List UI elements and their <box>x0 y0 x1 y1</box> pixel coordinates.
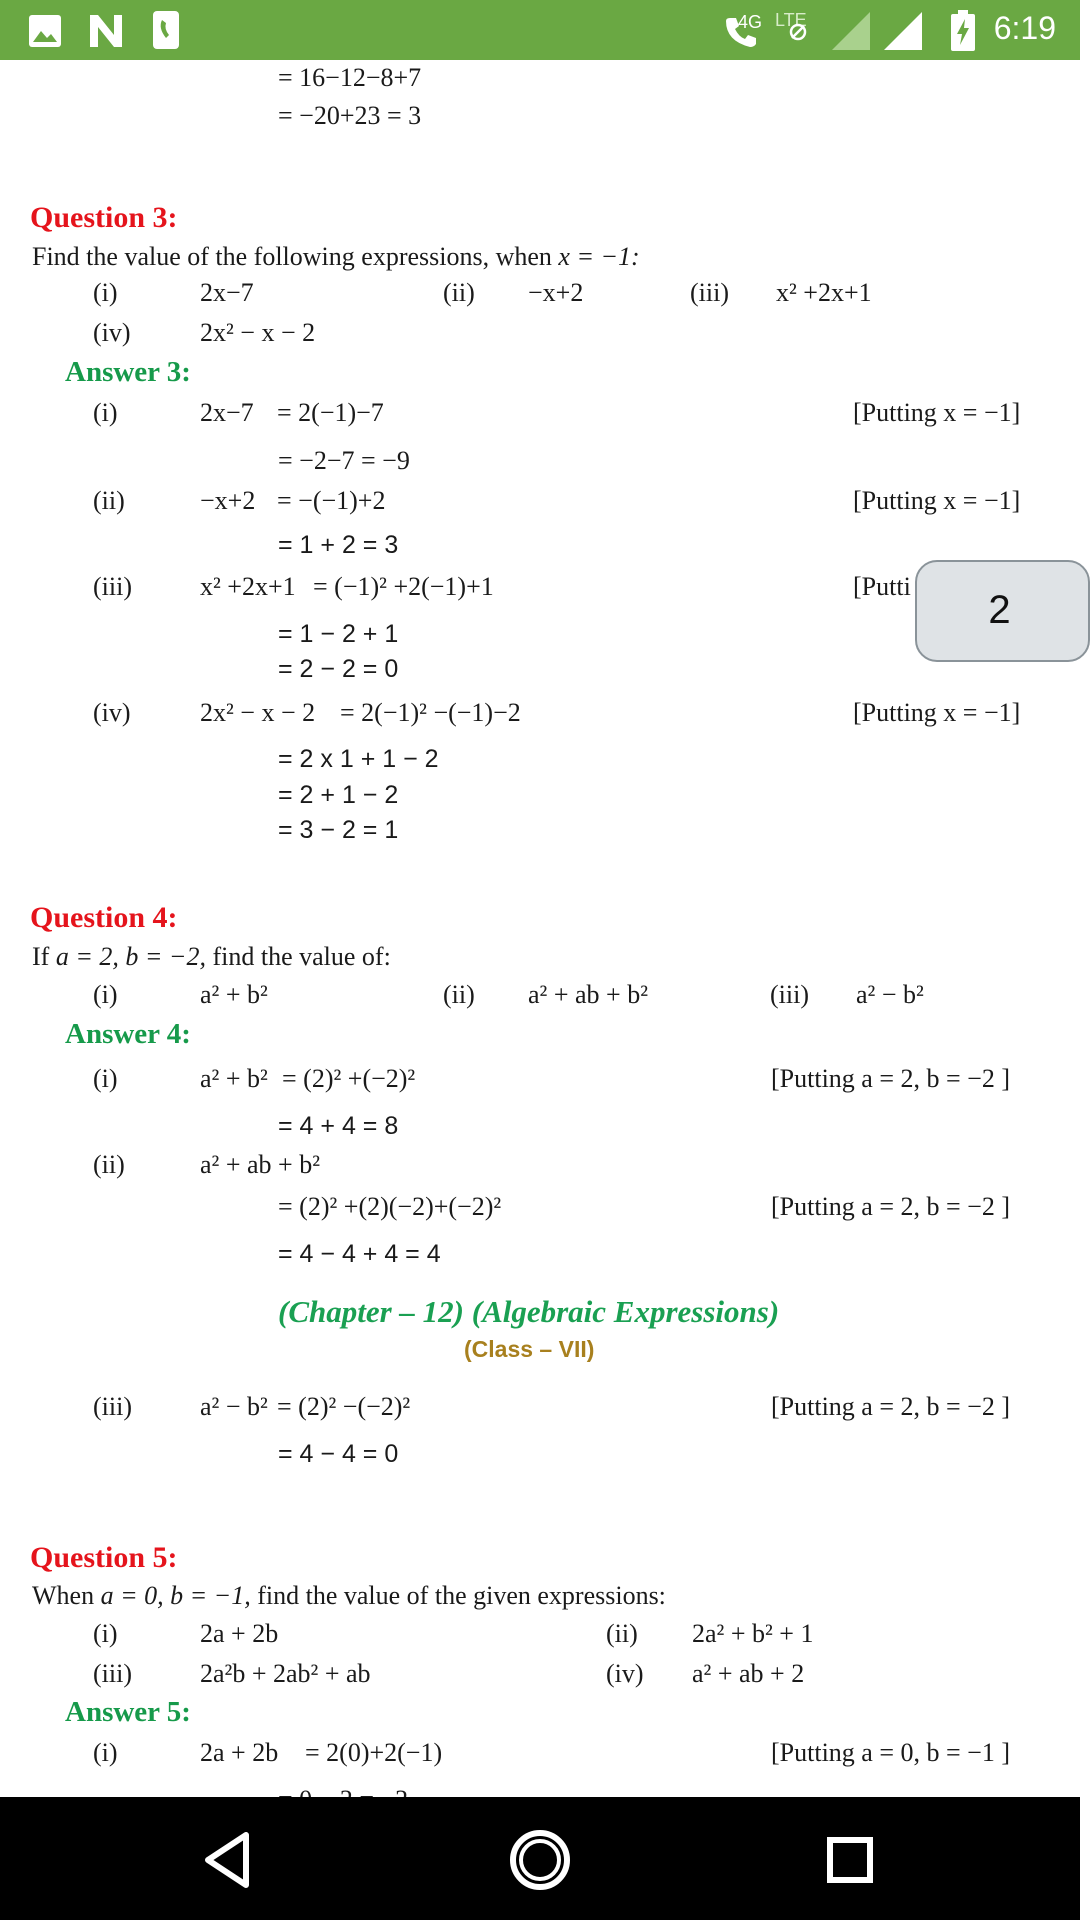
condition: a = 0, b = −1, <box>100 1581 251 1610</box>
home-icon[interactable] <box>505 1825 575 1895</box>
phone-app-icon <box>152 10 180 50</box>
equation-step: = 2 + 1 − 2 <box>278 781 399 809</box>
part-label: (i) <box>93 1064 118 1093</box>
recents-icon[interactable] <box>815 1825 885 1895</box>
part-label: (iii) <box>770 980 809 1009</box>
equation-step: = 3 − 2 = 1 <box>278 816 399 844</box>
navigation-bar <box>0 1797 1080 1920</box>
expression: a² + ab + b² <box>528 980 648 1009</box>
part-label: (i) <box>93 1619 118 1648</box>
expression: 2a + 2b <box>200 1738 279 1767</box>
expression: x² +2x+1 <box>200 572 296 601</box>
equation-step: = 4 − 4 + 4 = 4 <box>278 1240 441 1268</box>
gallery-icon <box>28 14 62 48</box>
equation-step: = 16−12−8+7 <box>278 63 422 92</box>
part-label: (ii) <box>93 1150 125 1179</box>
battery-charging-icon <box>950 10 976 52</box>
equation-step: = 4 + 4 = 8 <box>278 1112 399 1140</box>
putting-note: [Putting a = 2, b = −2 ] <box>771 1392 1010 1421</box>
part-label: (ii) <box>606 1619 638 1648</box>
equation-step: = (−1)² +2(−1)+1 <box>313 572 494 601</box>
part-label: (i) <box>93 980 118 1009</box>
part-label: (iv) <box>93 698 131 727</box>
n-app-icon <box>88 13 124 49</box>
putting-note: [Putting a = 2, b = −2 ] <box>771 1192 1010 1221</box>
expression: 2x−7 <box>200 398 254 427</box>
question-prompt: If a = 2, b = −2, find the value of: <box>32 942 391 971</box>
question-prompt: When a = 0, b = −1, find the value of the given expressions: <box>32 1581 666 1610</box>
part-label: (ii) <box>93 486 125 515</box>
equation-step: = 2 x 1 + 1 − 2 <box>278 745 439 773</box>
expression: 2a²b + 2ab² + ab <box>200 1659 371 1688</box>
answer-heading: Answer 5: <box>65 1696 191 1728</box>
part-label: (ii) <box>443 278 475 307</box>
equation-step: = 4 − 4 = 0 <box>278 1440 399 1468</box>
part-label: (iv) <box>93 318 131 347</box>
page-number: 2 <box>988 588 1011 632</box>
expression: a² + b² <box>200 1064 268 1093</box>
back-icon[interactable] <box>196 1825 266 1895</box>
expression: 2x−7 <box>200 278 254 307</box>
expression: a² + ab + 2 <box>692 1659 805 1688</box>
part-label: (i) <box>93 1738 118 1767</box>
part-label: (i) <box>93 278 118 307</box>
part-label: (iii) <box>690 278 729 307</box>
expression: a² − b² <box>200 1392 268 1421</box>
signal-icon <box>884 12 922 50</box>
question-heading: Question 4: <box>30 901 178 934</box>
part-label: (iv) <box>606 1659 644 1688</box>
expression: a² + b² <box>200 980 268 1009</box>
equation-step: = 2 − 2 = 0 <box>278 655 399 683</box>
lte-icon <box>788 22 808 42</box>
part-label: (i) <box>93 398 118 427</box>
chapter-title: (Chapter – 12) (Algebraic Expressions) <box>278 1294 780 1329</box>
putting-note: [Putting a = 0, b = −1 ] <box>771 1738 1010 1767</box>
question-prompt: Find the value of the following expressions, when x = −1: <box>32 242 640 271</box>
part-label: (ii) <box>443 980 475 1009</box>
equation-step: = 2(−1)² −(−1)−2 <box>340 698 521 727</box>
page-number-badge[interactable] <box>915 560 1090 662</box>
answer-heading: Answer 4: <box>65 1018 191 1050</box>
equation-step: = −2−7 = −9 <box>278 446 410 475</box>
expression: a² + ab + b² <box>200 1150 320 1179</box>
putting-note: [Putting a = 2, b = −2 ] <box>771 1064 1010 1093</box>
lte-label: LTE <box>775 10 807 30</box>
question-heading: Question 5: <box>30 1541 178 1574</box>
class-label: (Class – VII) <box>464 1336 595 1362</box>
status-bar <box>0 0 1080 60</box>
equation-step: = 1 + 2 = 3 <box>278 531 399 559</box>
status-time: 6:19 <box>993 10 1056 46</box>
expression: 2x² − x − 2 <box>200 318 316 347</box>
part-label: (iii) <box>93 1659 132 1688</box>
equation-step: = (2)² +(−2)² <box>282 1064 416 1093</box>
answer-heading: Answer 3: <box>65 356 191 388</box>
equation-step: = −20+23 = 3 <box>278 101 422 130</box>
equation-step: = 2(0)+2(−1) <box>305 1738 443 1767</box>
expression: 2a² + b² + 1 <box>692 1619 814 1648</box>
condition: x = −1: <box>558 242 640 271</box>
equation-step: = −(−1)+2 <box>277 486 386 515</box>
equation-step: = 1 − 2 + 1 <box>278 620 399 648</box>
putting-note: [Putting x = −1] <box>853 398 1021 427</box>
equation-step: = 2(−1)−7 <box>277 398 384 427</box>
part-label: (iii) <box>93 1392 132 1421</box>
equation-step: = (2)² −(−2)² <box>277 1392 411 1421</box>
network-label: 4G <box>738 12 763 32</box>
putting-note: [Putting x = −1] <box>853 486 1021 515</box>
part-label: (iii) <box>93 572 132 601</box>
putting-note: [Putti <box>853 572 911 601</box>
expression: 2x² − x − 2 <box>200 698 316 727</box>
expression: 2a + 2b <box>200 1619 279 1648</box>
expression: −x+2 <box>528 278 584 307</box>
question-heading: Question 3: <box>30 201 178 234</box>
condition: a = 2, b = −2, <box>55 942 206 971</box>
signal-icon <box>832 12 870 50</box>
putting-note: [Putting x = −1] <box>853 698 1021 727</box>
equation-step: = (2)² +(2)(−2)+(−2)² <box>278 1192 502 1221</box>
expression: a² − b² <box>856 980 924 1009</box>
expression: x² +2x+1 <box>776 278 872 307</box>
expression: −x+2 <box>200 486 256 515</box>
document-page[interactable] <box>0 60 1080 1797</box>
